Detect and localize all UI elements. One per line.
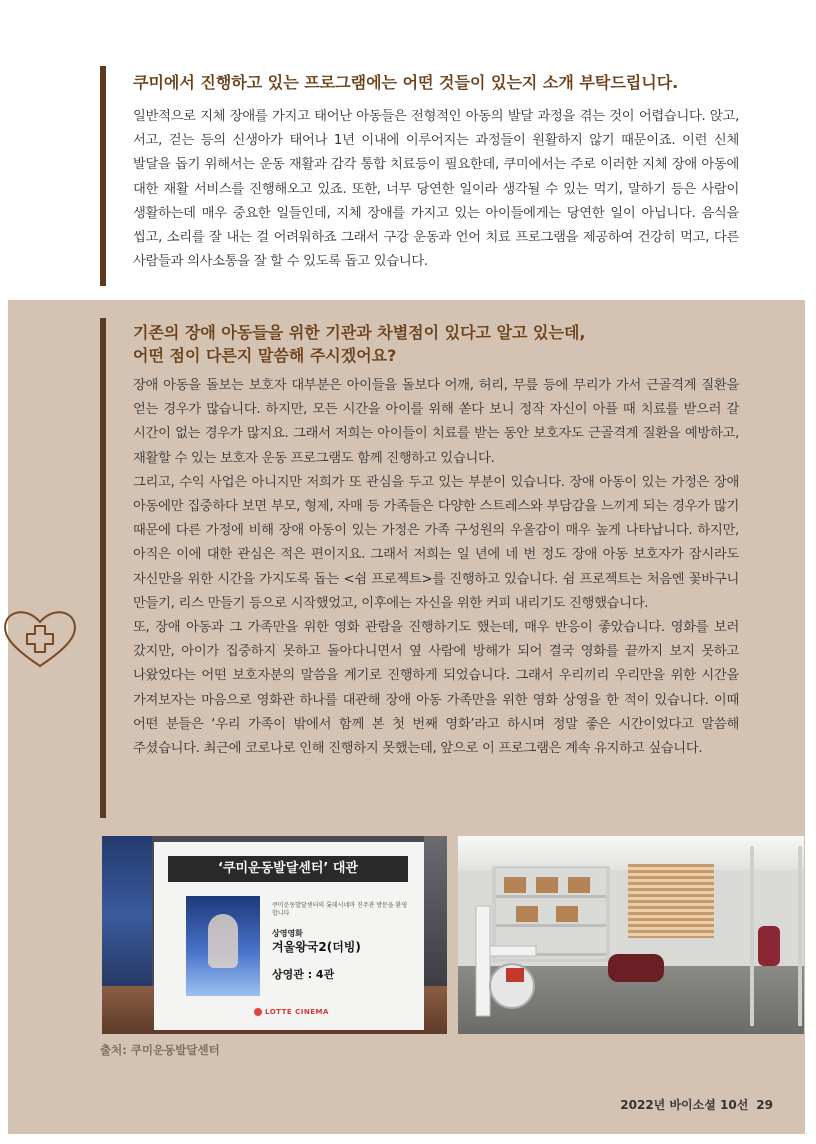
question-line-2: 어떤 점이 다른지 말씀해 주시겠어요?	[133, 346, 397, 365]
answer-paragraph: 또, 장애 아동과 그 가족만을 위한 영화 관람을 진행하기도 했는데, 매우 반응이 좋았습니다. 영화를 보러 갔지만, 아이가 집중하지 못하고 돌아다니면서 옆 사람에 방해가 되어 결국 영화를 끝까지 보지 못하고 나왔었다는 어떤 보호자분의 말씀을 계기로 진행하게 되었습니다. 그래서 우리끼리 우리만을 위한 시간을 가져보자는 마음으로 영화관 하나를 대관해 장애 아동 가족만을 위한 영화 상영을 한 적이 있습니다. 이때 어떤 분들은 ‘우리 가족이 밖에서 함께 본 첫 번째 영화’라고 하시며 정말 좋은 시간이었다고 말씀해 주셨습니다. 최근에 코로나로 인해 진행하지 못했는데, 앞으로 이 프로그램은 계속 유지하고 싶습니다.	[133, 620, 739, 757]
rental-sign	[154, 842, 424, 1030]
section-differences	[100, 318, 750, 818]
highlight-panel	[8, 300, 805, 1134]
photo-caption: 출처: 쿠미운동발달센터	[100, 1043, 220, 1057]
accent-bar	[100, 318, 106, 818]
answer-paragraph: 일반적으로 지체 장애를 가지고 태어난 아동들은 전형적인 아동의 발달 과정을 겪는 것이 어렵습니다. 앉고, 서고, 걷는 등의 신생아가 태어나 1년 이내에 이루어지는 과정들이 원활하지 않기 때문이죠. 이런 신체 발달을 돕기 위해서는 운동 재활과 감각 통합 치료등이 필요한데, 쿠미에서는 주로 이러한 지체 장애 아동에 대한 재활 서비스를 진행해오고 있죠. 또한, 너무 당연한 일이라 생각될 수 있는 먹기, 말하기 등은 사람이 생활하는데 매우 중요한 일들인데, 지체 장애를 가지고 있는 아이들에게는 당연한 일이 아닙니다. 음식을 씹고, 소리를 잘 내는 걸 어려워하죠 그래서 구강 운동과 언어 치료 프로그램을 제공하여 건강히 먹고, 다른 사람들과 의사소통을 잘 할 수 있도록 돕고 있습니다.	[133, 109, 739, 270]
cinema-brand	[254, 1008, 329, 1016]
publication-title: 2022년 바이소셜 10선	[620, 1098, 749, 1112]
brand-logo-icon	[254, 1008, 262, 1016]
movie-poster	[186, 896, 260, 996]
sign-welcome-text: 쿠미운동발달센터의 롯데시네마 진주관 방문을 환영합니다	[272, 902, 408, 917]
movie-title: 겨울왕국2(더빙)	[272, 940, 361, 954]
accent-bar	[100, 66, 106, 286]
section-intro-programs	[100, 66, 740, 286]
page-footer	[620, 1096, 773, 1113]
page-number: 29	[756, 1098, 773, 1112]
storage-box	[568, 877, 590, 893]
answer-body	[133, 374, 739, 761]
question-heading: 쿠미에서 진행하고 있는 프로그램에는 어떤 것들이 있는지 소개 부탁드립니다.	[133, 73, 679, 92]
sign-title: ‘쿠미운동발달센터’ 대관	[168, 856, 408, 882]
storage-box	[556, 906, 578, 922]
exercise-bike	[466, 896, 546, 1026]
screening-hall: 상영관 : 4관	[272, 968, 335, 981]
answer-paragraph: 그리고, 수익 사업은 아니지만 저희가 또 관심을 두고 있는 부분이 있습니다. 장애 아동이 있는 가정은 장애 아동에만 집중하다 보면 부모, 형제, 자매 등 가족들은 다양한 스트레스와 부담감을 느끼게 되는 경우가 많기 때문에 다른 가정에 비해 장애 아동이 있는 가정은 가족 구성원의 우울감이 매우 높게 나타납니다. 하지만, 아직은 이에 대한 관심은 적은 편이지요. 그래서 저희는 일 년에 네 번 정도 장애 아동 보호자가 잠시라도 자신만을 위한 시간을 가지도록 돕는 <쉼 프로젝트>를 진행하고 있습니다. 쉼 프로젝트는 처음엔 꽃바구니 만들기, 리스 만들기 등으로 시작했었고, 이후에는 자신을 위한 커피 내리기도 진행했습니다.	[133, 474, 739, 611]
question-heading	[133, 321, 743, 367]
exercise-equipment	[758, 926, 780, 966]
answer-paragraph: 장애 아동을 돌보는 보호자 대부분은 아이들을 돌보다 어깨, 허리, 무릎 등에 무리가 가서 근골격계 질환을 얻는 경우가 많습니다. 하지만, 모든 시간을 아이를 위해 쏟다 보니 정작 자신이 아플 때 치료를 받으러 갈 시간이 없는 경우가 많지요. 그래서 저희는 아이들이 치료를 받는 동안 보호자도 근골격계 질환을 예방하고, 재활할 수 있는 보호자 운동 프로그램도 함께 진행하고 있습니다.	[133, 378, 739, 466]
cinema-sign-photo	[102, 836, 447, 1034]
therapy-room-photo	[458, 836, 804, 1034]
storage-box	[536, 877, 558, 893]
brand-name: LOTTE CINEMA	[265, 1008, 329, 1016]
question-line-1: 기존의 장애 아동들을 위한 기관과 차별점이 있다고 알고 있는데,	[133, 323, 586, 342]
storage-box	[504, 877, 526, 893]
heart-plus-icon	[0, 606, 80, 670]
therapy-chair	[608, 954, 664, 982]
poster-figure	[208, 914, 238, 968]
movie-label: 상영영화	[272, 929, 303, 938]
window-blinds	[628, 864, 714, 938]
